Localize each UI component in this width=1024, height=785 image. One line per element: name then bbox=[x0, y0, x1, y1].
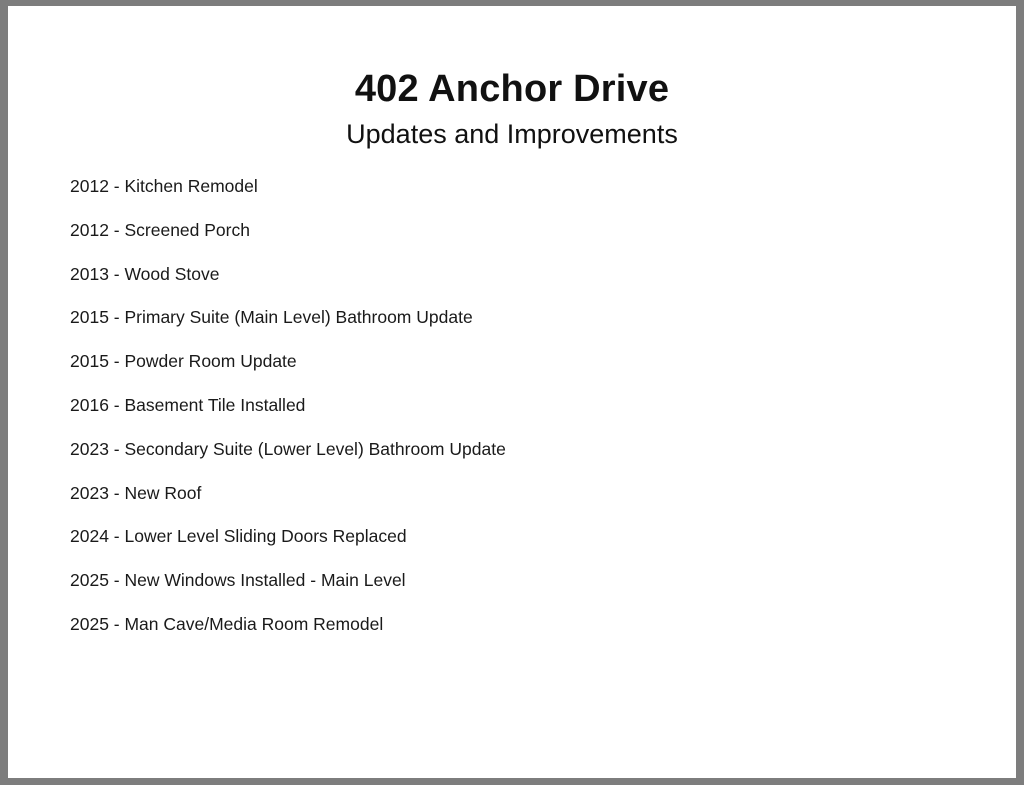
list-item: 2016 - Basement Tile Installed bbox=[70, 394, 306, 415]
list-item: 2013 - Wood Stove bbox=[70, 263, 220, 284]
list-item: 2015 - Primary Suite (Main Level) Bathroom Update bbox=[70, 307, 473, 328]
page-title: 402 Anchor Drive bbox=[354, 68, 670, 110]
title-block bbox=[8, 68, 1016, 150]
list-item: 2024 - Lower Level Sliding Doors Replaced bbox=[70, 526, 407, 547]
list-item: 2023 - New Roof bbox=[70, 482, 202, 503]
list-item: 2025 - New Windows Installed - Main Level bbox=[70, 570, 406, 591]
list-item: 2015 - Powder Room Update bbox=[70, 351, 297, 372]
list-item: 2012 - Screened Porch bbox=[70, 219, 250, 240]
list-item: 2012 - Kitchen Remodel bbox=[70, 176, 258, 196]
updates-list bbox=[70, 178, 970, 660]
document-sheet bbox=[8, 6, 1016, 778]
list-item: 2023 - Secondary Suite (Lower Level) Bathroom Update bbox=[70, 438, 506, 459]
page-subtitle: Updates and Improvements bbox=[346, 118, 678, 149]
list-item: 2025 - Man Cave/Media Room Remodel bbox=[70, 613, 384, 634]
